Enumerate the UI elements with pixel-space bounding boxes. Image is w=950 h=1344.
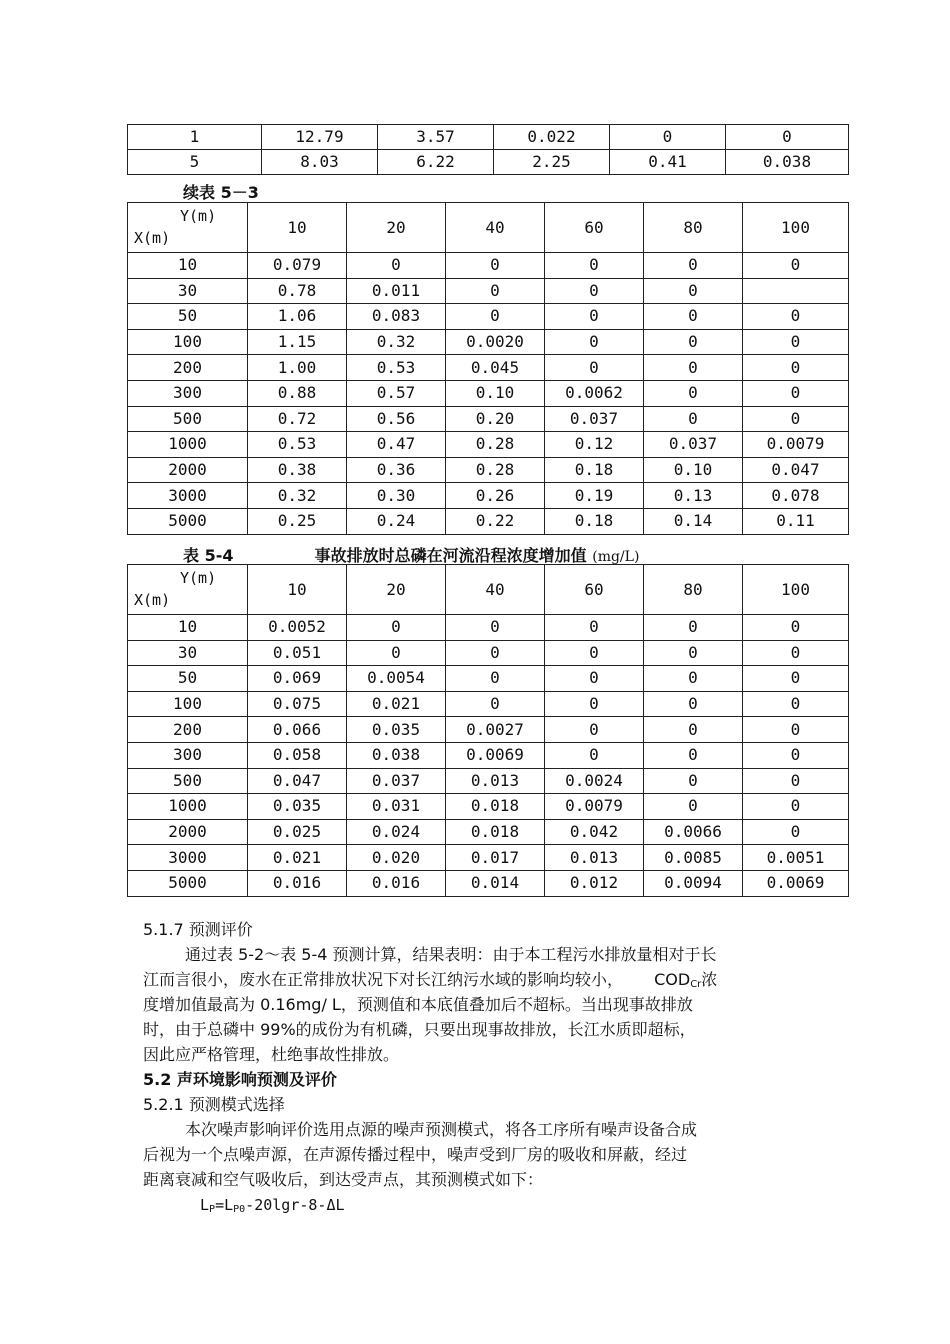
row-header: 50 — [128, 666, 248, 692]
table-cell: 0 — [545, 691, 644, 717]
table-cell: 0 — [446, 666, 545, 692]
column-header: 10 — [248, 203, 347, 253]
y-axis-label: Y(m) — [180, 207, 217, 225]
table-cell: 8.03 — [262, 150, 378, 175]
row-header: 3000 — [128, 483, 248, 509]
table-5-4-body — [128, 565, 849, 897]
table-cell: 0 — [644, 304, 743, 330]
table-cell: 0 — [545, 278, 644, 304]
table-cell: 0.038 — [347, 742, 446, 768]
table-row — [128, 666, 849, 692]
column-header: 80 — [644, 203, 743, 253]
table-5-3-cont-caption: 续表 5－3 — [183, 183, 259, 202]
section-5-1-7-heading: 5.1.7 预测评价 — [143, 920, 253, 939]
y-axis-label: Y(m) — [180, 569, 217, 587]
table-5-3-cont-body — [128, 203, 849, 535]
table-cell: 0.18 — [545, 457, 644, 483]
table-cell: 0.57 — [347, 380, 446, 406]
table-cell: 0.0052 — [248, 615, 347, 641]
table-cell: 0.021 — [347, 691, 446, 717]
table-cell: 0.013 — [545, 845, 644, 871]
table-cell: 0 — [446, 304, 545, 330]
table-cell: 0 — [644, 768, 743, 794]
row-header: 30 — [128, 640, 248, 666]
table-corner-cell — [128, 203, 248, 253]
table-cell: 0.024 — [347, 819, 446, 845]
row-header: 500 — [128, 406, 248, 432]
table-cell: 0.017 — [446, 845, 545, 871]
table-row — [128, 432, 849, 458]
table-cell: 0.24 — [347, 508, 446, 534]
table-cell: 0.058 — [248, 742, 347, 768]
table-cell: 0 — [347, 615, 446, 641]
table-cell: 0 — [743, 355, 849, 381]
table-top — [127, 124, 849, 175]
table-cell: 0.28 — [446, 432, 545, 458]
column-header: 60 — [545, 565, 644, 615]
row-header: 3000 — [128, 845, 248, 871]
formula-lp-sub: P — [209, 1204, 216, 1215]
para1-line3: 度增加值最高为 0.16mg/ L，预测值和本底值叠加后不超标。当出现事故排放 — [143, 995, 693, 1014]
table-cell: 0.72 — [248, 406, 347, 432]
para2-line2: 后视为一个点噪声源，在声源传播过程中，噪声受到厂房的吸收和屏蔽，经过 — [143, 1145, 688, 1164]
formula-lp0-sub: P0 — [233, 1204, 246, 1215]
table-row — [128, 253, 849, 279]
para1-line5: 因此应严格管理，杜绝事故性排放。 — [143, 1045, 400, 1064]
row-header: 5000 — [128, 508, 248, 534]
formula-eq-lp0: =L — [215, 1196, 234, 1214]
table-cell: 0.045 — [446, 355, 545, 381]
table-cell: 0 — [644, 742, 743, 768]
table-cell: 0.066 — [248, 717, 347, 743]
table-cell: 0.031 — [347, 794, 446, 820]
table-cell: 0.26 — [446, 483, 545, 509]
para1-line2-end: 浓 — [701, 970, 718, 989]
row-header: 1000 — [128, 794, 248, 820]
table-row — [128, 406, 849, 432]
table-cell: 0.021 — [248, 845, 347, 871]
table-cell: 0 — [743, 691, 849, 717]
section-5-2-1-heading: 5.2.1 预测模式选择 — [143, 1095, 285, 1114]
table-cell: 0.035 — [347, 717, 446, 743]
table-row — [128, 794, 849, 820]
table-row — [128, 845, 849, 871]
table-row — [128, 615, 849, 641]
table-cell: 0.10 — [446, 380, 545, 406]
table-row — [128, 819, 849, 845]
table-cell: 0 — [743, 304, 849, 330]
table-cell: 0.011 — [347, 278, 446, 304]
table-cell: 0.41 — [610, 150, 726, 175]
table-cell: 0 — [743, 819, 849, 845]
table-cell: 0.018 — [446, 794, 545, 820]
table-cell: 1 — [128, 125, 262, 150]
table-cell: 0 — [545, 253, 644, 279]
cod-label: COD — [654, 970, 691, 989]
table-cell: 0 — [545, 304, 644, 330]
column-header: 100 — [743, 565, 849, 615]
row-header: 10 — [128, 615, 248, 641]
table-cell: 0 — [644, 717, 743, 743]
table-cell: 0.0079 — [743, 432, 849, 458]
table-cell: 0.016 — [248, 870, 347, 896]
table-cell: 0.20 — [446, 406, 545, 432]
table-5-4-number: 表 5-4 — [183, 546, 234, 565]
table-cell: 0 — [545, 329, 644, 355]
table-cell: 0.0054 — [347, 666, 446, 692]
table-cell: 0.022 — [494, 125, 610, 150]
table-cell: 0.0079 — [545, 794, 644, 820]
table-row — [128, 768, 849, 794]
formula-lp: L — [200, 1196, 210, 1214]
table-row — [128, 380, 849, 406]
row-header: 300 — [128, 742, 248, 768]
table-cell: 0 — [446, 640, 545, 666]
table-cell: 0 — [644, 329, 743, 355]
table-row — [128, 304, 849, 330]
table-cell: 0 — [644, 691, 743, 717]
table-row — [128, 483, 849, 509]
table-cell: 0 — [743, 329, 849, 355]
table-cell: 0.0051 — [743, 845, 849, 871]
table-cell: 0.30 — [347, 483, 446, 509]
table-cell: 0.56 — [347, 406, 446, 432]
table-cell: 0 — [644, 794, 743, 820]
table-row — [128, 742, 849, 768]
row-header: 50 — [128, 304, 248, 330]
table-cell: 0 — [644, 640, 743, 666]
table-5-4-unit: (mg/L) — [592, 549, 640, 565]
table-cell: 0.037 — [644, 432, 743, 458]
table-row — [128, 717, 849, 743]
cod-subscript: Cr — [690, 979, 702, 990]
table-cell: 0 — [743, 406, 849, 432]
table-cell: 0.14 — [644, 508, 743, 534]
table-cell: 0 — [347, 253, 446, 279]
table-cell: 0.020 — [347, 845, 446, 871]
table-row — [128, 355, 849, 381]
table-cell: 0.0069 — [743, 870, 849, 896]
table-header-row — [128, 203, 849, 253]
table-cell: 0.0069 — [446, 742, 545, 768]
table-cell: 0 — [545, 717, 644, 743]
table-cell: 0.078 — [743, 483, 849, 509]
x-axis-label: X(m) — [134, 229, 171, 247]
table-cell: 0 — [446, 253, 545, 279]
table-cell: 0 — [347, 640, 446, 666]
table-cell: 0 — [743, 253, 849, 279]
column-header: 40 — [446, 203, 545, 253]
table-cell: 12.79 — [262, 125, 378, 150]
table-cell — [743, 278, 849, 304]
table-cell: 0 — [743, 615, 849, 641]
table-cell: 0.11 — [743, 508, 849, 534]
table-cell: 0.88 — [248, 380, 347, 406]
table-cell: 0.047 — [248, 768, 347, 794]
table-cell: 0.32 — [248, 483, 347, 509]
column-header: 40 — [446, 565, 545, 615]
table-cell: 0 — [545, 640, 644, 666]
table-cell: 0.0062 — [545, 380, 644, 406]
table-cell: 0.0094 — [644, 870, 743, 896]
table-cell: 0.083 — [347, 304, 446, 330]
table-cell: 0 — [644, 615, 743, 641]
table-cell: 0.78 — [248, 278, 347, 304]
row-header: 5000 — [128, 870, 248, 896]
table-cell: 0.19 — [545, 483, 644, 509]
table-cell: 0.0027 — [446, 717, 545, 743]
table-cell: 0.075 — [248, 691, 347, 717]
table-5-4-caption — [183, 543, 639, 566]
table-row — [128, 150, 849, 175]
table-cell: 0 — [644, 278, 743, 304]
column-header: 10 — [248, 565, 347, 615]
table-cell: 0.014 — [446, 870, 545, 896]
table-cell: 1.00 — [248, 355, 347, 381]
para1-line4: 时，由于总磷中 99%的成份为有机磷，只要出现事故排放，长江水质即超标， — [143, 1020, 696, 1039]
row-header: 100 — [128, 691, 248, 717]
table-row — [128, 329, 849, 355]
table-5-4 — [127, 564, 849, 897]
table-cell: 1.15 — [248, 329, 347, 355]
table-row — [128, 870, 849, 896]
para2-line1: 本次噪声影响评价选用点源的噪声预测模式，将各工序所有噪声设备合成 — [185, 1120, 698, 1139]
table-cell: 0 — [644, 666, 743, 692]
table-corner-cell — [128, 565, 248, 615]
column-header: 60 — [545, 203, 644, 253]
table-cell: 2.25 — [494, 150, 610, 175]
table-cell: 0.079 — [248, 253, 347, 279]
row-header: 200 — [128, 717, 248, 743]
row-header: 30 — [128, 278, 248, 304]
table-cell: 3.57 — [378, 125, 494, 150]
row-header: 100 — [128, 329, 248, 355]
formula-rest: -20lgr-8-ΔL — [245, 1196, 345, 1214]
table-header-row — [128, 565, 849, 615]
table-cell: 0.53 — [347, 355, 446, 381]
table-5-4-title: 事故排放时总磷在河流沿程浓度增加值 — [314, 546, 587, 565]
table-cell: 0.0085 — [644, 845, 743, 871]
table-cell: 0 — [644, 380, 743, 406]
table-cell: 0 — [446, 691, 545, 717]
table-cell: 0.051 — [248, 640, 347, 666]
table-cell: 0 — [610, 125, 726, 150]
column-header: 100 — [743, 203, 849, 253]
table-cell: 0.22 — [446, 508, 545, 534]
table-cell: 6.22 — [378, 150, 494, 175]
table-cell: 0 — [743, 768, 849, 794]
table-5-3-cont — [127, 202, 849, 535]
table-cell: 0 — [545, 742, 644, 768]
para1-line2-text: 江而言很小，废水在正常排放状况下对长江纳污水域的影响均较小， — [143, 970, 624, 989]
table-cell: 0 — [644, 355, 743, 381]
table-cell: 0.36 — [347, 457, 446, 483]
column-header: 20 — [347, 203, 446, 253]
table-cell: 0.47 — [347, 432, 446, 458]
row-header: 500 — [128, 768, 248, 794]
row-header: 200 — [128, 355, 248, 381]
table-row — [128, 125, 849, 150]
table-cell: 0 — [545, 666, 644, 692]
table-cell: 5 — [128, 150, 262, 175]
table-cell: 0 — [743, 380, 849, 406]
table-cell: 0.018 — [446, 819, 545, 845]
table-cell: 0.0066 — [644, 819, 743, 845]
table-cell: 0.035 — [248, 794, 347, 820]
table-cell: 0 — [644, 253, 743, 279]
para2-line3: 距离衰减和空气吸收后，到达受声点，其预测模式如下： — [143, 1170, 544, 1189]
table-cell: 0 — [743, 640, 849, 666]
table-cell: 0 — [644, 406, 743, 432]
table-row — [128, 278, 849, 304]
table-cell: 0 — [743, 742, 849, 768]
table-cell: 0.013 — [446, 768, 545, 794]
table-row — [128, 457, 849, 483]
row-header: 10 — [128, 253, 248, 279]
table-row — [128, 691, 849, 717]
table-cell: 0.38 — [248, 457, 347, 483]
column-header: 80 — [644, 565, 743, 615]
table-cell: 0 — [726, 125, 849, 150]
row-header: 300 — [128, 380, 248, 406]
table-cell: 0.038 — [726, 150, 849, 175]
table-cell: 0 — [446, 615, 545, 641]
row-header: 1000 — [128, 432, 248, 458]
noise-formula — [200, 1195, 345, 1220]
table-cell: 1.06 — [248, 304, 347, 330]
row-header: 2000 — [128, 457, 248, 483]
table-cell: 0.0020 — [446, 329, 545, 355]
table-row — [128, 640, 849, 666]
table-cell: 0.28 — [446, 457, 545, 483]
table-cell: 0.025 — [248, 819, 347, 845]
table-cell: 0.12 — [545, 432, 644, 458]
column-header: 20 — [347, 565, 446, 615]
table-cell: 0 — [743, 794, 849, 820]
table-cell: 0.037 — [545, 406, 644, 432]
para1-line1: 通过表 5-2～表 5-4 预测计算，结果表明：由于本工程污水排放量相对于长 — [185, 945, 717, 964]
table-cell: 0.069 — [248, 666, 347, 692]
table-cell: 0 — [743, 717, 849, 743]
table-cell: 0.012 — [545, 870, 644, 896]
table-top-body — [128, 125, 849, 175]
table-cell: 0.25 — [248, 508, 347, 534]
table-cell: 0.047 — [743, 457, 849, 483]
table-cell: 0.53 — [248, 432, 347, 458]
table-cell: 0.18 — [545, 508, 644, 534]
table-cell: 0.042 — [545, 819, 644, 845]
table-cell: 0.037 — [347, 768, 446, 794]
table-cell: 0.32 — [347, 329, 446, 355]
table-cell: 0.13 — [644, 483, 743, 509]
table-cell: 0 — [545, 355, 644, 381]
table-cell: 0.0024 — [545, 768, 644, 794]
section-5-2-heading: 5.2 声环境影响预测及评价 — [143, 1070, 337, 1089]
table-cell: 0 — [743, 666, 849, 692]
x-axis-label: X(m) — [134, 591, 171, 609]
table-cell: 0 — [446, 278, 545, 304]
table-row — [128, 508, 849, 534]
table-cell: 0 — [545, 615, 644, 641]
para1-line2 — [143, 970, 717, 995]
table-cell: 0.10 — [644, 457, 743, 483]
row-header: 2000 — [128, 819, 248, 845]
table-cell: 0.016 — [347, 870, 446, 896]
